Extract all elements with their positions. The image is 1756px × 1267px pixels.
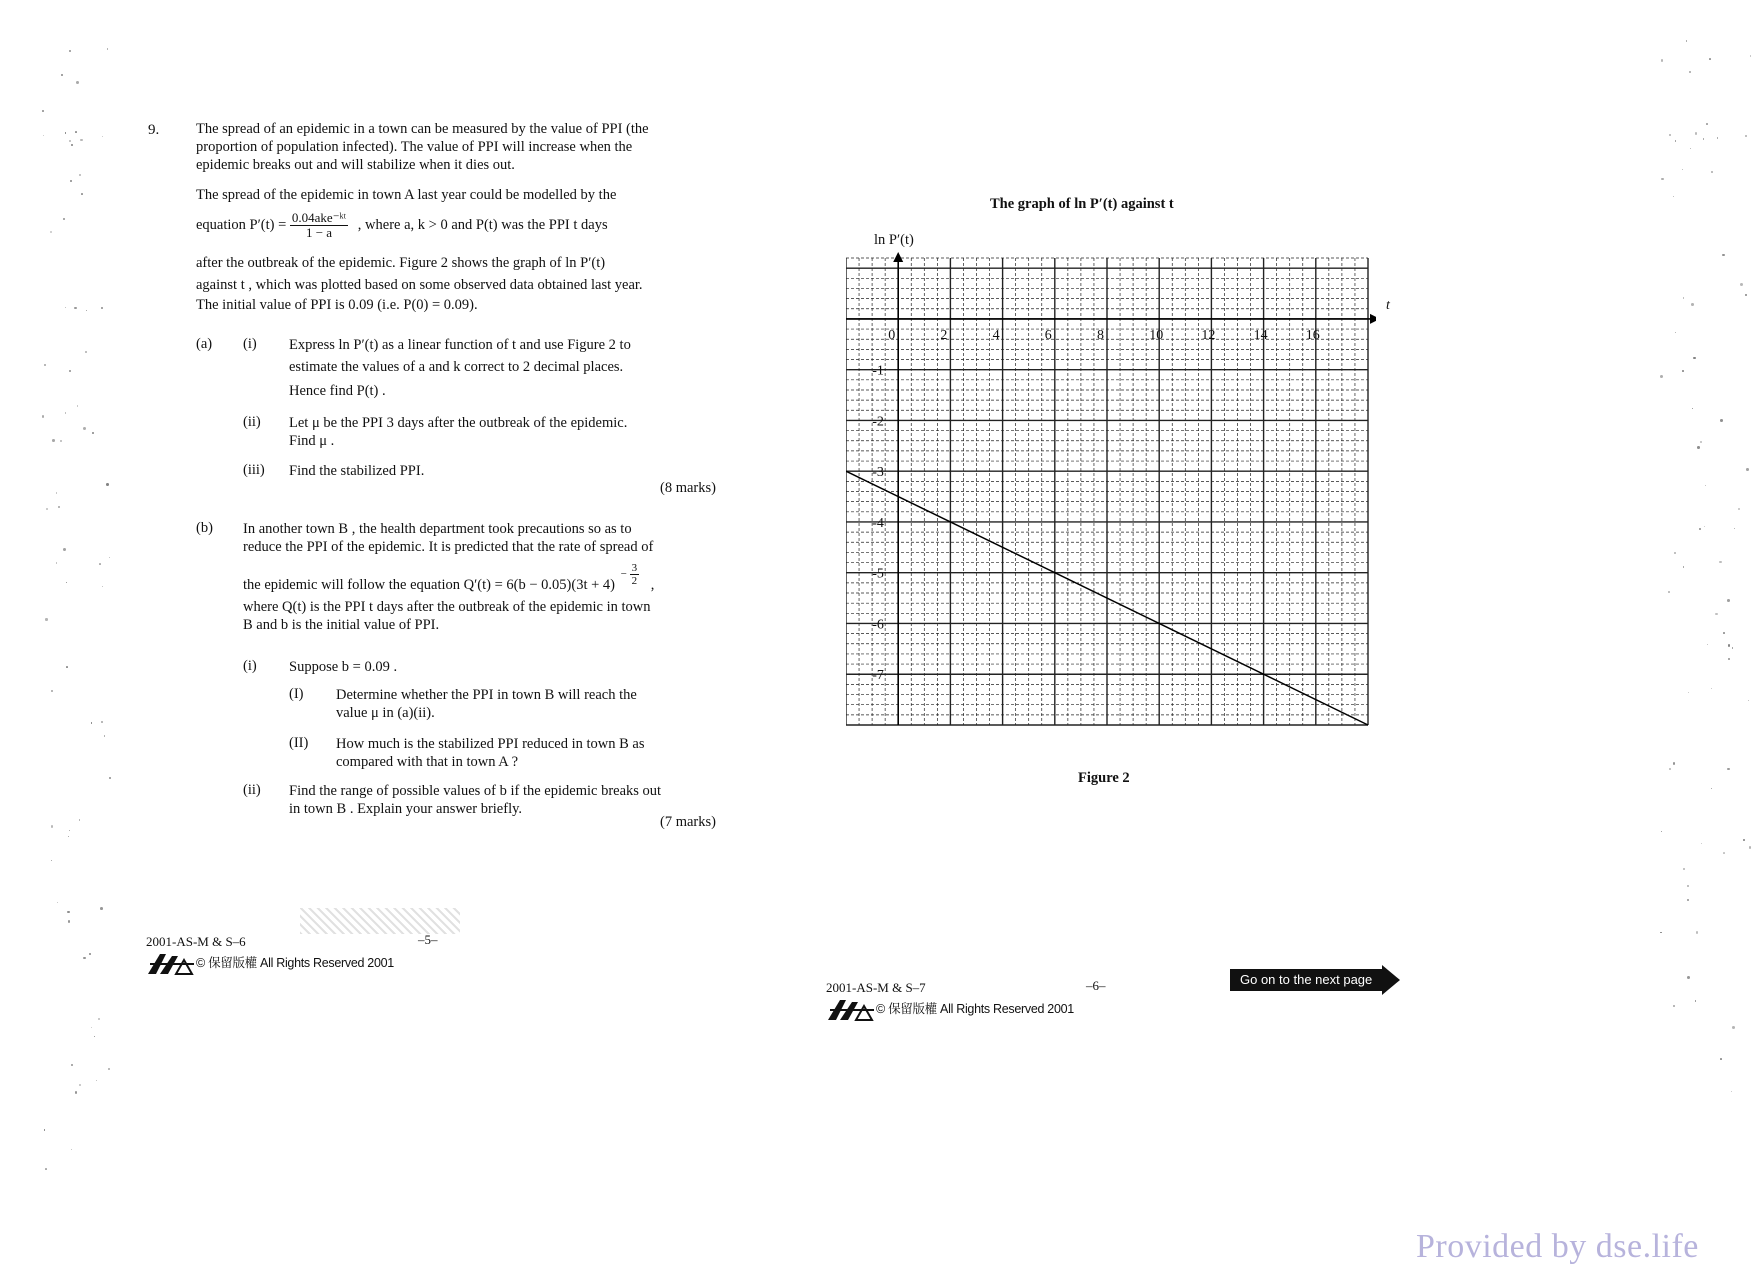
scan-speck	[44, 1129, 45, 1130]
scan-speck	[96, 1080, 97, 1081]
scan-speck	[1732, 1026, 1735, 1029]
b-i-I	[336, 686, 730, 722]
part-a-ii	[289, 414, 731, 450]
model-eq-fraction	[290, 211, 348, 240]
b-eq-exp-sign: −	[620, 568, 627, 581]
a-iii-label: (iii)	[243, 462, 265, 478]
model-eq-suffix: , where a, k > 0 and P(t) was the PPI t days	[357, 216, 608, 233]
scan-speck	[86, 310, 87, 311]
b-line: reduce the PPI of the epidemic. It is predicted that the rate of spread of	[243, 539, 654, 555]
b-eq-exponent	[621, 562, 639, 587]
intro-line: epidemic breaks out and will stabilize when it dies out.	[196, 157, 515, 173]
question-number: 9.	[148, 122, 160, 138]
scan-speck	[71, 144, 73, 146]
scan-speck	[1669, 768, 1671, 770]
scan-speck	[1746, 468, 1749, 471]
x-tick-label: 10	[1149, 327, 1164, 343]
scan-speck	[60, 440, 62, 442]
scan-speck	[1706, 123, 1708, 125]
x-tick-label: 0	[888, 327, 896, 343]
a-ii-label: (ii)	[243, 414, 261, 430]
model-equation	[196, 211, 730, 240]
scan-speck	[1669, 134, 1671, 136]
x-axis-arrow	[1370, 314, 1376, 324]
scan-speck	[94, 1036, 96, 1038]
scan-speck	[52, 439, 55, 442]
y-tick-label: -6	[872, 617, 884, 633]
b-i-I-line: value μ in (a)(ii).	[336, 705, 435, 721]
scan-speck	[1693, 357, 1695, 359]
x-tick-label: 2	[940, 327, 948, 343]
scan-speck	[1743, 839, 1745, 841]
scan-speck	[1688, 692, 1689, 693]
watermark-text: Provided by dse.life	[1416, 1228, 1699, 1265]
model-eq-numerator: 0.04ake⁻ᵏᵗ	[291, 210, 347, 225]
y-axis-arrow	[893, 252, 903, 262]
scan-speck	[1723, 632, 1725, 634]
scan-speck	[101, 307, 103, 309]
scan-speck	[65, 132, 67, 134]
scan-speck	[70, 180, 72, 182]
y-tick-label: -1	[872, 363, 884, 379]
scan-speck	[79, 174, 81, 176]
scan-speck	[1692, 408, 1693, 409]
scan-speck	[1731, 1091, 1732, 1092]
scan-speck	[71, 1149, 72, 1150]
x-axis-label: t	[1386, 298, 1390, 313]
scan-speck	[1683, 566, 1684, 567]
scan-speck	[1750, 55, 1752, 57]
scan-speck	[1682, 370, 1684, 372]
scan-speck	[69, 830, 70, 831]
scan-speck	[1696, 931, 1698, 933]
scan-speck	[1687, 976, 1690, 979]
y-tick-label: -3	[872, 465, 884, 481]
scan-speck	[1691, 303, 1694, 306]
scan-speck	[92, 432, 94, 434]
footer-code-right: 2001-AS-M & S–7	[826, 980, 926, 995]
scan-speck	[1709, 58, 1711, 60]
scan-speck	[100, 907, 103, 910]
scan-speck	[1683, 297, 1685, 299]
scan-speck	[1683, 868, 1685, 870]
scan-speck	[71, 1064, 73, 1066]
hkeaa-logo	[146, 950, 198, 976]
a-ii-line: Find μ .	[289, 433, 335, 449]
scan-speck	[89, 953, 91, 955]
scan-speck	[42, 110, 44, 112]
scan-speck	[67, 911, 69, 913]
copyright-right: © 保留版權 All Rights Reserved 2001	[876, 1002, 1074, 1016]
part-b-intro	[243, 520, 731, 556]
scan-speck	[1660, 932, 1661, 933]
scan-speck	[44, 364, 46, 366]
scan-speck	[76, 81, 79, 84]
b-eq-end: ,	[650, 577, 655, 594]
scan-speck	[69, 370, 71, 372]
scan-speck	[74, 307, 76, 309]
scan-speck	[1675, 332, 1676, 333]
scan-speck	[1745, 294, 1746, 295]
copyright-left: © 保留版權 All Rights Reserved 2001	[196, 956, 394, 970]
figure-2-graph	[846, 250, 1376, 735]
scan-speck	[1711, 688, 1712, 689]
y-tick-label: -7	[872, 668, 884, 684]
scan-speck	[69, 140, 72, 143]
scan-speck	[102, 136, 103, 137]
hkeaa-logo	[826, 996, 878, 1022]
scan-speck	[1705, 485, 1706, 486]
scan-speck	[109, 557, 110, 558]
y-tick-label: -2	[872, 414, 884, 430]
scan-speck	[1727, 599, 1730, 602]
x-tick-label: 6	[1044, 327, 1052, 343]
scan-speck	[56, 562, 57, 563]
scan-speck	[1715, 613, 1718, 616]
scan-speck	[68, 920, 70, 922]
scan-speck	[1686, 40, 1688, 42]
model-text-line: The spread of the epidemic in town A last year could be modelled by the	[196, 187, 617, 203]
a-i-line: Hence find P(t) .	[289, 383, 386, 399]
scan-speck	[1717, 137, 1719, 139]
scan-speck	[1728, 658, 1730, 660]
scan-speck	[1720, 419, 1723, 422]
a-ii-line: Let μ be the PPI 3 days after the outbreak of the epidemic.	[289, 415, 628, 431]
scan-speck	[91, 1027, 92, 1028]
scan-speck	[106, 483, 109, 486]
scan-speck	[45, 1168, 47, 1170]
page-number-right: –6–	[1086, 978, 1106, 993]
x-tick-label: 4	[992, 327, 1000, 343]
scan-speck	[1719, 561, 1721, 563]
part-b-label: (b)	[196, 520, 213, 536]
scan-speck	[1723, 852, 1725, 854]
model-eq-prefix: equation P′(t) =	[196, 216, 287, 233]
scan-speck	[1720, 1058, 1722, 1060]
scan-speck	[1740, 283, 1743, 286]
x-tick-label: 16	[1305, 327, 1320, 343]
scan-speck	[51, 825, 53, 827]
scan-speck	[85, 351, 87, 353]
scan-speck	[63, 548, 66, 551]
b-i-II	[336, 735, 730, 771]
scan-speck	[1673, 762, 1675, 764]
b-ii	[289, 782, 731, 818]
b-eq-exp-den: 2	[631, 575, 638, 587]
scan-speck	[1690, 148, 1691, 149]
a-i-line: Express ln P′(t) as a linear function of t and use Figure 2 to	[289, 337, 631, 353]
page-number-left: –5–	[418, 932, 438, 947]
intro-line: The spread of an epidemic in a town can be measured by the value of PPI (the	[196, 121, 649, 137]
scan-speck	[42, 415, 44, 417]
model-text-line: The initial value of PPI is 0.09 (i.e. P(0) = 0.09).	[196, 297, 478, 313]
scan-speck	[1661, 59, 1663, 61]
next-page-banner[interactable]	[1230, 965, 1400, 995]
a-iii-line: Find the stabilized PPI.	[289, 463, 425, 479]
smudge-mark	[300, 908, 460, 934]
scan-speck	[1704, 526, 1705, 527]
x-tick-label: 8	[1097, 327, 1104, 343]
scan-speck	[1728, 644, 1731, 647]
scan-speck	[56, 492, 58, 494]
scan-speck	[109, 777, 111, 779]
part-a-i	[289, 336, 731, 400]
b-eq-exp-frac	[630, 562, 640, 587]
scan-speck	[63, 218, 65, 220]
scan-speck	[1701, 843, 1702, 844]
scan-speck	[1695, 1000, 1697, 1002]
intro-line: proportion of population infected). The value of PPI will increase when the	[196, 139, 633, 155]
scan-speck	[65, 412, 67, 414]
scan-speck	[1661, 178, 1663, 180]
y-tick-label: -5	[872, 566, 884, 582]
scan-speck	[1675, 140, 1676, 141]
y-axis-label: ln P′(t)	[874, 232, 914, 248]
scan-speck	[1722, 254, 1725, 257]
scan-speck	[81, 193, 83, 195]
scan-speck	[1734, 528, 1736, 530]
scan-speck	[1687, 899, 1689, 901]
scan-speck	[1711, 788, 1712, 789]
scan-speck	[1732, 647, 1733, 648]
b-eq-exp-num: 3	[631, 562, 638, 574]
scan-speck	[102, 586, 103, 587]
a-i-label: (i)	[243, 336, 257, 352]
scan-speck	[1661, 831, 1662, 832]
scan-speck	[69, 50, 71, 52]
scan-speck	[1695, 132, 1697, 134]
scan-speck	[1700, 441, 1702, 443]
scan-speck	[1697, 446, 1700, 449]
b-line: where Q(t) is the PPI t days after the outbreak of the epidemic in town	[243, 599, 651, 615]
scan-speck	[1748, 700, 1749, 701]
scan-speck	[45, 618, 47, 620]
scan-speck	[99, 563, 101, 565]
figure-caption: Figure 2	[1078, 770, 1130, 786]
scan-speck	[1673, 196, 1674, 197]
scan-speck	[77, 405, 78, 406]
b-line: B and b is the initial value of PPI.	[243, 617, 440, 633]
part-a-marks: (8 marks)	[660, 480, 716, 496]
scan-speck	[1749, 846, 1752, 849]
b-i-line: Suppose b = 0.09 .	[289, 659, 398, 675]
scan-speck	[91, 722, 92, 723]
model-eq-denominator: 1 − a	[305, 225, 333, 240]
footer-code-left: 2001-AS-M & S–6	[146, 934, 246, 949]
scan-speck	[1703, 138, 1705, 140]
b-ii-line: in town B . Explain your answer briefly.	[289, 801, 523, 817]
scan-speck	[83, 427, 86, 430]
scan-speck	[66, 666, 68, 668]
scan-speck	[1689, 71, 1691, 73]
b-i-II-line: How much is the stabilized PPI reduced in town B as	[336, 736, 645, 752]
b-equation	[243, 562, 655, 599]
x-tick-label: 12	[1201, 327, 1216, 343]
scan-speck	[1682, 169, 1683, 170]
scan-speck	[1711, 171, 1713, 173]
scan-speck	[1745, 135, 1747, 137]
scan-speck	[66, 582, 67, 583]
scan-speck	[79, 819, 81, 821]
next-page-label[interactable]: Go on to the next page	[1230, 969, 1382, 991]
scan-speck	[108, 1068, 110, 1070]
question-intro	[196, 120, 730, 174]
x-tick-label: 14	[1253, 327, 1268, 343]
scan-speck	[80, 139, 83, 142]
scan-speck	[1660, 375, 1663, 378]
b-ii-line: Find the range of possible values of b if the epidemic breaks out	[289, 783, 662, 799]
a-i-line: estimate the values of a and k correct to 2 decimal places.	[289, 359, 624, 375]
scan-speck	[51, 860, 52, 861]
part-b-cont	[243, 598, 731, 634]
scan-speck	[46, 508, 48, 510]
scan-speck	[1668, 591, 1670, 593]
scan-speck	[79, 1084, 81, 1086]
scan-speck	[1699, 528, 1701, 530]
b-i-II-label: (II)	[289, 735, 309, 751]
arrow-right-icon	[1382, 965, 1400, 995]
scan-speck	[75, 1091, 77, 1093]
b-line: In another town B , the health department took precautions so as to	[243, 521, 632, 537]
scan-speck	[104, 735, 106, 737]
scan-speck	[107, 48, 109, 50]
scan-speck	[1687, 885, 1689, 887]
scan-speck	[1738, 508, 1740, 510]
scan-speck	[65, 307, 66, 308]
scan-speck	[58, 506, 60, 508]
graph-title: The graph of ln P′(t) against t	[990, 196, 1174, 212]
scan-speck	[83, 957, 86, 960]
scan-speck	[1707, 644, 1708, 645]
part-b-marks: (7 marks)	[660, 814, 716, 830]
scan-speck	[57, 902, 59, 904]
y-tick-label: -4	[872, 515, 884, 531]
scan-speck	[1674, 552, 1676, 554]
b-i-I-line: Determine whether the PPI in town B will reach the	[336, 687, 637, 703]
scan-speck	[75, 131, 77, 133]
model-text-line: after the outbreak of the epidemic. Figure 2 shows the graph of ln P′(t)	[196, 255, 606, 271]
b-i-label: (i)	[243, 658, 257, 674]
scan-speck	[68, 836, 69, 837]
b-i-I-label: (I)	[289, 686, 304, 702]
scan-speck	[98, 1018, 100, 1020]
scan-speck	[101, 721, 103, 723]
scan-speck	[1727, 768, 1730, 771]
b-i-II-line: compared with that in town A ?	[336, 754, 519, 770]
scan-speck	[61, 74, 62, 75]
b-ii-label: (ii)	[243, 782, 261, 798]
part-a-label: (a)	[196, 336, 213, 352]
scan-speck	[51, 690, 53, 692]
model-text-line: against t , which was plotted based on some observed data obtained last year.	[196, 277, 643, 293]
scan-speck	[43, 135, 44, 136]
b-eq-text: the epidemic will follow the equation Q′(t) = 6(b − 0.05)(3t + 4)	[243, 577, 615, 594]
scan-speck	[50, 231, 53, 234]
scan-speck	[1673, 1005, 1675, 1007]
